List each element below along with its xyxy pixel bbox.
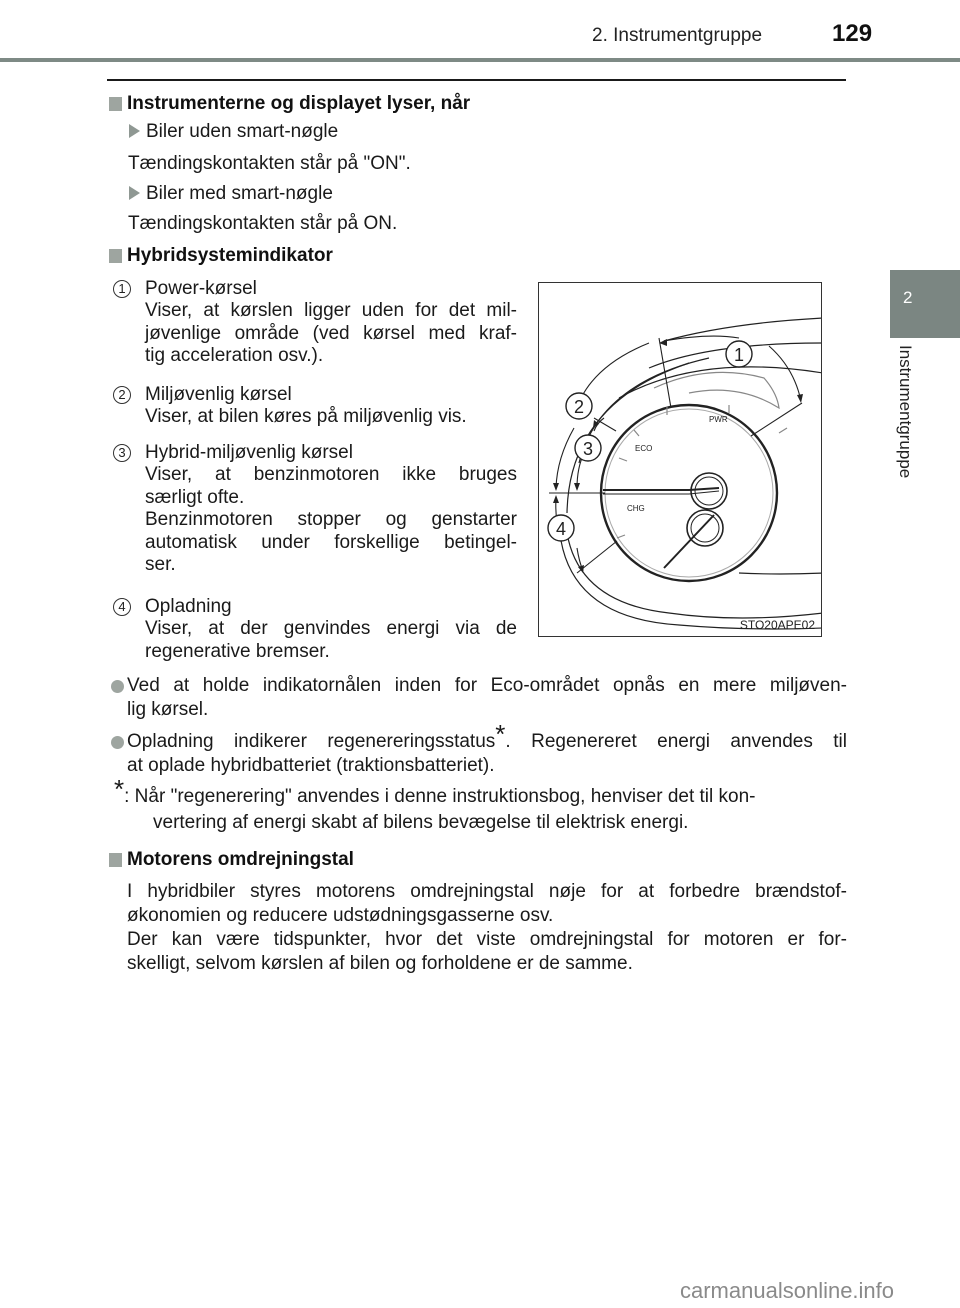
para-line: Der kan være tidspunkter, hvor det viste omdrejningstal for motoren er for-: [127, 929, 847, 950]
circled-number-icon: 3: [113, 444, 131, 462]
square-bullet-icon: [109, 853, 122, 867]
item-desc: [145, 618, 517, 663]
bullet-line: [127, 719, 847, 754]
bullet-item-eco-area: [127, 674, 847, 722]
circled-number-icon: 2: [113, 386, 131, 404]
numbered-item-eco: [113, 384, 517, 429]
pwr-label: PWR: [709, 415, 728, 424]
chapter-tab-label: Instrumentgruppe: [896, 345, 915, 479]
gauge-illustration: [539, 283, 822, 637]
square-bullet-icon: [109, 249, 122, 263]
section-heading-text: Hybridsystemindikator: [127, 245, 333, 266]
header-divider: [0, 58, 960, 62]
item-title: Opladning: [145, 596, 232, 617]
desc-line: tig acceleration osv.).: [145, 345, 324, 366]
callout-2: 2: [573, 397, 585, 417]
callout-4: 4: [555, 519, 567, 539]
numbered-item-power: [113, 278, 517, 368]
desc-line: Benzinmotoren stopper og genstarter: [145, 509, 517, 530]
condition-label-text: Biler med smart-nøgle: [146, 183, 333, 204]
condition-label: [129, 183, 333, 205]
condition-label-text: Biler uden smart-nøgle: [146, 121, 339, 142]
footnote-line: [114, 774, 847, 810]
footnote-line: vertering af energi skabt af bilens bevægelse til elektrisk energi.: [153, 812, 689, 833]
numbered-item-charge: [113, 596, 517, 663]
triangle-arrow-icon: [129, 186, 140, 200]
eco-label: ECO: [635, 444, 653, 453]
condition-label: [129, 121, 338, 143]
numbered-item-hybrid-eco: [113, 442, 517, 577]
item-title: Power-kørsel: [145, 278, 257, 299]
desc-line: Viser, at benzinmotoren ikke bruges: [145, 464, 517, 485]
desc-line: særligt ofte.: [145, 486, 245, 508]
item-desc: [145, 464, 517, 577]
section-heading-text: Motorens omdrejningstal: [127, 849, 354, 870]
circle-bullet-icon: [111, 680, 124, 693]
desc-line: automatisk under forskellige betingel-: [145, 531, 517, 553]
bullet-text-part: . Regenereret energi anvendes til: [505, 731, 847, 752]
condition-text: Tændingskontakten står på "ON".: [128, 153, 411, 174]
desc-line: Viser, at bilen køres på miljøvenlig vis.: [145, 406, 467, 427]
para-line: økonomien og reducere udstødningsgasserne osv.: [127, 905, 554, 926]
engine-speed-paragraph: [127, 880, 847, 976]
watermark[interactable]: carmanualsonline.info: [680, 1278, 895, 1303]
desc-line: jøvenlige område (ved kørsel med kraf-: [145, 322, 517, 344]
asterisk-mark: *: [495, 719, 506, 749]
footnote-text: : Når "regenerering" anvendes i denne instruktionsbog, henviser det til kon-: [124, 786, 756, 807]
section-heading-text: Instrumenterne og displayet lyser, når: [127, 93, 471, 114]
callout-3: 3: [582, 439, 594, 459]
desc-line: ser.: [145, 554, 176, 575]
desc-line: Viser, at der genvindes energi via de: [145, 618, 517, 639]
hybrid-indicator-figure: [538, 282, 822, 637]
square-bullet-icon: [109, 97, 122, 111]
chapter-tab-number: 2: [903, 288, 913, 307]
page-number: 129: [832, 20, 873, 47]
bullet-line: lig kørsel.: [127, 699, 209, 720]
section-heading-instruments: [109, 93, 470, 115]
callout-1: 1: [733, 345, 745, 365]
circled-number-icon: 4: [113, 598, 131, 616]
chapter-tab[interactable]: [890, 270, 960, 338]
condition-text: Tændingskontakten står på ON.: [128, 213, 398, 234]
section-heading-hybrid-indicator: [109, 245, 333, 267]
chg-label: CHG: [627, 504, 645, 513]
circled-number-icon: 1: [113, 280, 131, 298]
para-line: I hybridbiler styres motorens omdrejningstal nøje for at forbedre brændstof-: [127, 881, 847, 902]
bullet-item-charging: [127, 719, 847, 778]
section-heading-engine-speed: [109, 849, 354, 871]
footnote: [114, 774, 847, 836]
triangle-arrow-icon: [129, 124, 140, 138]
content-rule: [107, 79, 846, 81]
running-header-title: 2. Instrumentgruppe: [592, 25, 763, 46]
item-title: Hybrid-miljøvenlig kørsel: [145, 442, 353, 463]
item-title: Miljøvenlig kørsel: [145, 384, 292, 405]
asterisk-mark: *: [114, 774, 125, 804]
circle-bullet-icon: [111, 736, 124, 749]
desc-line: regenerative bremser.: [145, 640, 330, 662]
desc-line: Viser, at kørslen ligger uden for det mil-: [145, 300, 517, 321]
item-desc: [145, 300, 517, 368]
para-line: skelligt, selvom kørslen af bilen og forholdene er de samme.: [127, 953, 633, 974]
figure-code: STO20APE02: [739, 618, 815, 632]
bullet-line: at oplade hybridbatteriet (traktionsbatteriet).: [127, 755, 495, 776]
bullet-line: Ved at holde indikatornålen inden for Eco-området opnås en mere miljøven-: [127, 675, 847, 696]
item-desc: [145, 406, 517, 429]
bullet-text-part: Opladning indikerer regenereringsstatus: [127, 731, 496, 752]
